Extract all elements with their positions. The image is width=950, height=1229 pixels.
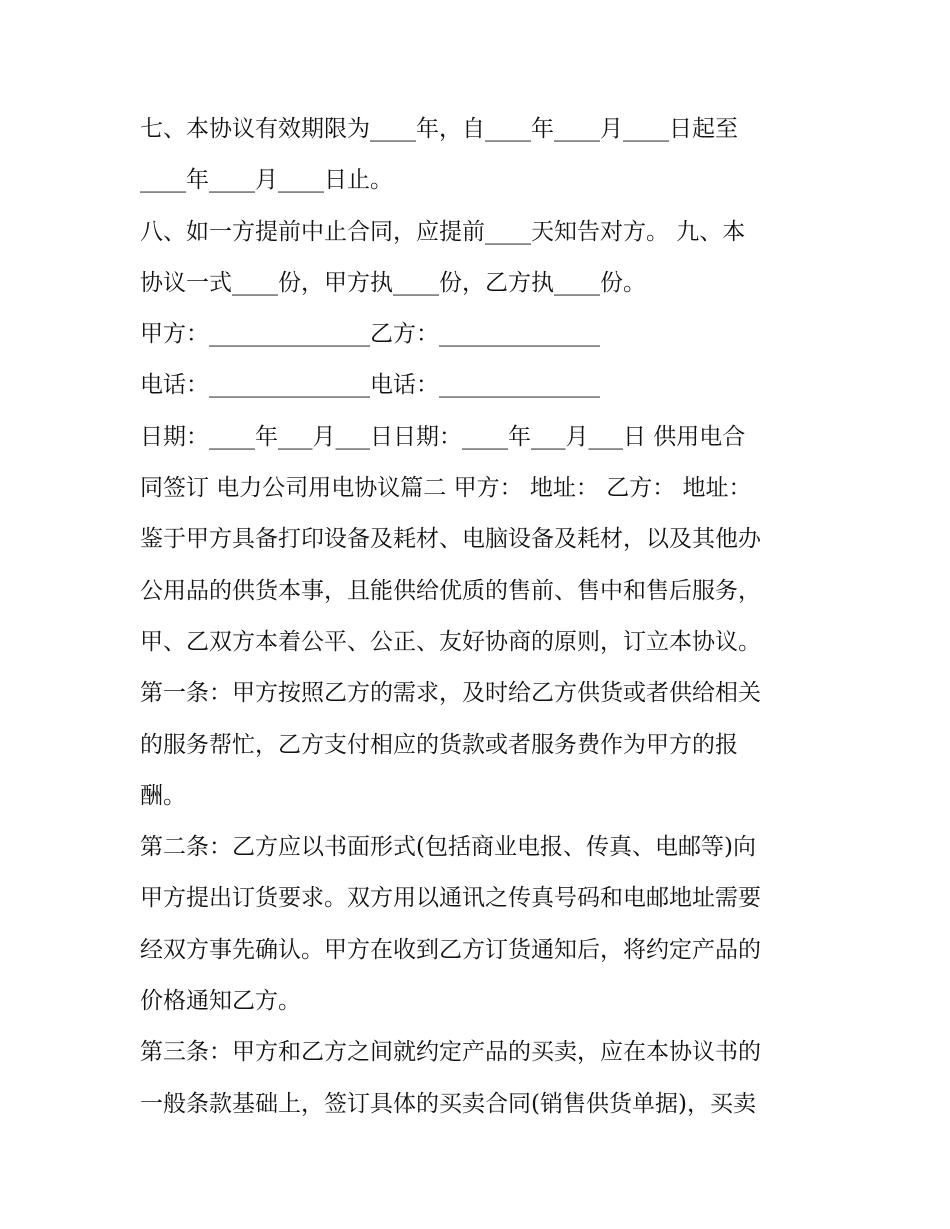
text-line: 甲方提出订货要求。双方用以通讯之传真号码和电邮地址需要 (140, 885, 761, 912)
text-line: 第二条：乙方应以书面形式(包括商业电报、传真、电邮等)向 (140, 834, 756, 861)
text-line: 七、本协议有效期限为____年，自____年____月____日起至 (140, 116, 738, 142)
text-line: 鉴于甲方具备打印设备及耗材、电脑设备及耗材，以及其他办 (140, 526, 761, 553)
text-line: 的服务帮忙，乙方支付相应的货款或者服务费作为甲方的报 (140, 731, 738, 758)
text-line: 经双方事先确认。甲方在收到乙方订货通知后，将约定产品的 (140, 936, 761, 963)
text-line: 第三条：甲方和乙方之间就约定产品的买卖，应在本协议书的 (140, 1039, 761, 1066)
text-line: 酬。 (140, 782, 186, 809)
text-line: 公用品的供货本事，且能供给优质的售前、售中和售后服务， (140, 577, 761, 604)
text-line: 甲、乙双方本着公平、公正、友好协商的原则，订立本协议。 (140, 628, 761, 655)
text-line: 一般条款基础上，签订具体的买卖合同(销售供货单据)，买卖 (140, 1090, 756, 1117)
text-line: 电话：______________电话：______________ (140, 372, 600, 399)
text-line: 日期：____年___月___日日期：____年___月___日 供用电合 (140, 423, 746, 450)
text-line: 第一条：甲方按照乙方的需求，及时给乙方供货或者供给相关 (140, 680, 761, 707)
text-line: 价格通知乙方。 (140, 988, 301, 1015)
text-line: 协议一式____份，甲方执____份，乙方执____份。 (140, 269, 646, 296)
agreement-text (140, 104, 820, 1130)
text-line: 八、如一方提前中止合同，应提前____天知告对方。 九、本 (140, 218, 746, 245)
text-line: 同签订 电力公司用电协议篇二 甲方： 地址： 乙方： 地址： (140, 475, 752, 502)
text-line: ____年____月____日止。 (140, 167, 393, 194)
text-line: 甲方：______________乙方：______________ (140, 321, 600, 348)
